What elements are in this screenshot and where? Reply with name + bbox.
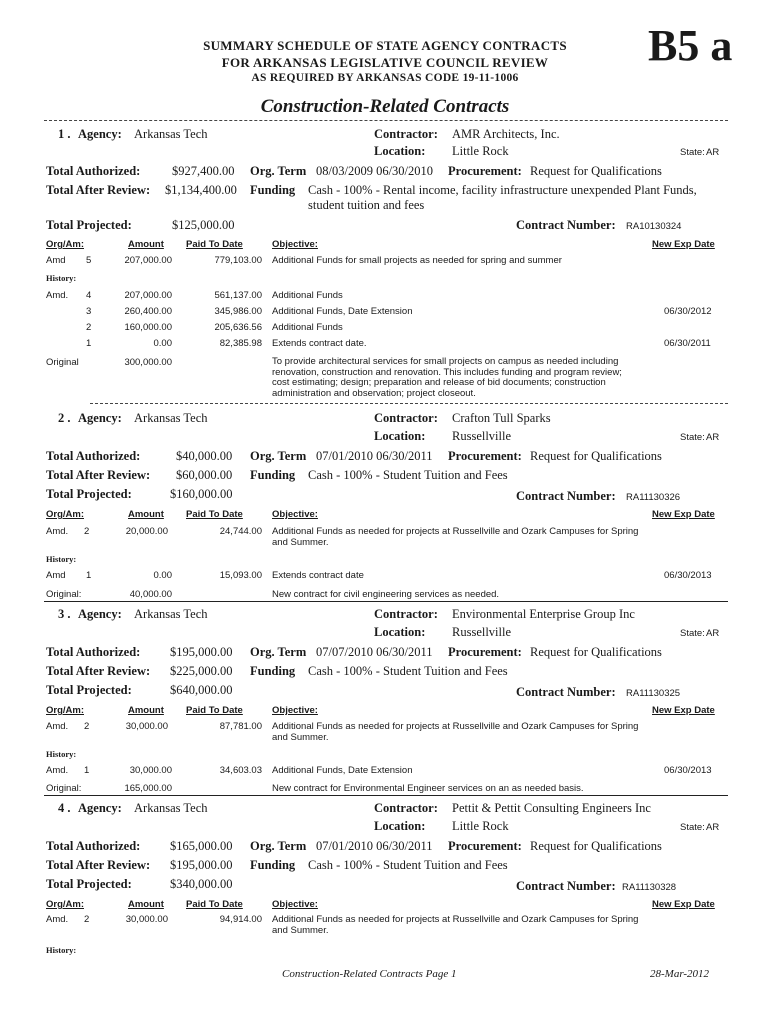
- state-label: State:: [680, 147, 705, 158]
- location-label: Location:: [374, 625, 426, 639]
- col-org-header: Org/Am:: [46, 239, 84, 250]
- total-projected-value: $640,000.00: [170, 683, 233, 697]
- contract-number-value: RA11130325: [626, 688, 681, 699]
- amd-objective: Additional Funds for small projects as needed for spring and summer: [272, 255, 562, 266]
- history-label: History:: [46, 945, 77, 955]
- history-paid: 205,636.56: [214, 322, 262, 333]
- contract-number-label: Contract Number:: [516, 685, 616, 699]
- amd-number: 5: [86, 255, 92, 266]
- history-number: 3: [86, 306, 92, 317]
- procurement-label: Procurement:: [448, 839, 522, 853]
- agency-value: Arkansas Tech: [134, 801, 208, 815]
- org-term-value: 08/03/2009 06/30/2010: [316, 164, 434, 178]
- history-exp-date: 06/30/2013: [664, 570, 712, 581]
- agency-label: Agency:: [78, 127, 122, 141]
- agency-label: Agency:: [78, 411, 122, 425]
- col-objective-header: Objective:: [272, 509, 318, 520]
- history-objective: Extends contract date: [272, 570, 364, 581]
- history-paid: 561,137.00: [214, 290, 262, 301]
- total-projected-label: Total Projected:: [46, 683, 132, 697]
- agency-value: Arkansas Tech: [134, 411, 208, 425]
- total-projected-value: $160,000.00: [170, 487, 233, 501]
- state-label: State:: [680, 432, 705, 443]
- total-projected-label: Total Projected:: [46, 487, 132, 501]
- total-authorized-value: $195,000.00: [170, 645, 233, 659]
- contract-number-index: 4 .: [58, 801, 71, 815]
- contract-number-value: RA11130326: [626, 492, 681, 503]
- total-authorized-value: $927,400.00: [172, 164, 235, 178]
- history-label: History:: [46, 554, 77, 564]
- funding-label: Funding: [250, 858, 296, 872]
- history-exp-date: 06/30/2012: [664, 306, 712, 317]
- history-exp-date: 06/30/2013: [664, 765, 712, 776]
- col-newexp-header: New Exp Date: [652, 509, 715, 520]
- procurement-value: Request for Qualifications: [530, 449, 662, 463]
- contractor-label: Contractor:: [374, 607, 438, 621]
- history-objective: Additional Funds, Date Extension: [272, 765, 413, 776]
- col-paid-header: Paid To Date: [186, 705, 243, 716]
- history-objective: Additional Funds: [272, 322, 343, 333]
- col-newexp-header: New Exp Date: [652, 239, 715, 250]
- col-newexp-header: New Exp Date: [652, 705, 715, 716]
- total-after-review-value: $60,000.00: [176, 468, 233, 482]
- contract-number-index: 3 .: [58, 607, 71, 621]
- history-amount: 0.00: [153, 570, 172, 581]
- total-projected-label: Total Projected:: [46, 877, 132, 891]
- amd-paid: 779,103.00: [214, 255, 262, 266]
- history-amount: 260,400.00: [124, 306, 172, 317]
- history-objective: Extends contract date.: [272, 338, 367, 349]
- amd-paid: 87,781.00: [219, 721, 262, 732]
- history-amount: 160,000.00: [124, 322, 172, 333]
- col-newexp-header: New Exp Date: [652, 899, 715, 910]
- funding-value: Cash - 100% - Student Tuition and Fees: [308, 858, 508, 872]
- total-after-review-label: Total After Review:: [46, 468, 151, 482]
- contractor-value: Pettit & Pettit Consulting Engineers Inc: [452, 801, 651, 815]
- contract-number-index: 2 .: [58, 411, 71, 425]
- total-after-review-value: $195,000.00: [170, 858, 233, 872]
- total-projected-value: $125,000.00: [172, 218, 235, 232]
- org-term-label: Org. Term: [250, 839, 307, 853]
- original-label: Original:: [46, 589, 82, 600]
- history-org: Amd.: [46, 765, 69, 776]
- funding-label: Funding: [250, 664, 296, 678]
- header-divider: [44, 120, 728, 121]
- location-label: Location:: [374, 819, 426, 833]
- original-objective: New contract for Environmental Engineer services on an as needed basis.: [272, 783, 584, 794]
- location-value: Russellville: [452, 625, 512, 639]
- amd-org: Amd.: [46, 914, 69, 925]
- contract-number-label: Contract Number:: [516, 879, 616, 893]
- total-authorized-label: Total Authorized:: [46, 645, 141, 659]
- history-number: 4: [86, 290, 92, 301]
- amd-paid: 94,914.00: [219, 914, 262, 925]
- state-label: State:: [680, 628, 705, 639]
- amd-org: Amd.: [46, 721, 69, 732]
- amd-number: 2: [84, 914, 90, 925]
- funding-value: Cash - 100% - Rental income, facility infrastructure unexpended Plant Funds, student tuition and fees: [308, 183, 697, 212]
- history-org: Amd.: [46, 290, 69, 301]
- total-authorized-value: $165,000.00: [170, 839, 233, 853]
- funding-label: Funding: [250, 468, 296, 482]
- amd-amount: 20,000.00: [125, 526, 168, 537]
- section-subtitle: Construction-Related Contracts: [260, 96, 510, 117]
- amd-objective: Additional Funds as needed for projects at Russellville and Ozark Campuses for Spring and Summer.: [272, 914, 639, 936]
- state-value: AR: [706, 432, 720, 443]
- location-value: Russellville: [452, 429, 512, 443]
- history-exp-date: 06/30/2011: [664, 338, 711, 349]
- amd-amount: 207,000.00: [124, 255, 172, 266]
- col-amount-header: Amount: [128, 899, 164, 910]
- location-label: Location:: [374, 429, 426, 443]
- funding-value: Cash - 100% - Student Tuition and Fees: [308, 468, 508, 482]
- total-authorized-value: $40,000.00: [176, 449, 233, 463]
- col-amount-header: Amount: [128, 239, 164, 250]
- total-projected-label: Total Projected:: [46, 218, 132, 232]
- original-objective: New contract for civil engineering services as needed.: [272, 589, 500, 600]
- history-amount: 207,000.00: [124, 290, 172, 301]
- contract-number-label: Contract Number:: [516, 218, 616, 232]
- agency-value: Arkansas Tech: [134, 127, 208, 141]
- history-number: 1: [86, 570, 92, 581]
- amd-org: Amd: [46, 255, 66, 266]
- contract-divider: [44, 795, 728, 796]
- contract-number-value: RA10130324: [626, 221, 682, 232]
- procurement-value: Request for Qualifications: [530, 839, 662, 853]
- procurement-label: Procurement:: [448, 645, 522, 659]
- contractor-label: Contractor:: [374, 127, 438, 141]
- amd-objective: Additional Funds as needed for projects at Russellville and Ozark Campuses for Spring and Summer.: [272, 721, 639, 743]
- col-org-header: Org/Am:: [46, 705, 84, 716]
- col-paid-header: Paid To Date: [186, 899, 243, 910]
- history-amount: 0.00: [153, 338, 172, 349]
- amd-number: 2: [84, 721, 90, 732]
- agency-label: Agency:: [78, 607, 122, 621]
- agency-value: Arkansas Tech: [134, 607, 208, 621]
- page-footer: Construction-Related Contracts Page 1: [282, 968, 457, 980]
- original-label: Original: [46, 357, 79, 368]
- col-org-header: Org/Am:: [46, 509, 84, 520]
- contract-divider: [44, 601, 728, 602]
- funding-value: Cash - 100% - Student Tuition and Fees: [308, 664, 508, 678]
- schedule-badge: B5 a: [648, 21, 733, 70]
- report-title-line-3: AS REQUIRED BY ARKANSAS CODE 19-11-1006: [251, 72, 519, 84]
- location-label: Location:: [374, 144, 426, 158]
- contract-number-value: RA11130328: [622, 882, 677, 893]
- amd-objective: Additional Funds as needed for projects at Russellville and Ozark Campuses for Spring and Summer.: [272, 526, 639, 548]
- procurement-label: Procurement:: [448, 449, 522, 463]
- contractor-label: Contractor:: [374, 411, 438, 425]
- report-date: 28-Mar-2012: [650, 968, 710, 980]
- history-objective: Additional Funds, Date Extension: [272, 306, 413, 317]
- contractor-value: Crafton Tull Sparks: [452, 411, 551, 425]
- col-objective-header: Objective:: [272, 705, 318, 716]
- location-value: Little Rock: [452, 144, 509, 158]
- state-label: State:: [680, 822, 705, 833]
- col-amount-header: Amount: [128, 509, 164, 520]
- history-label: History:: [46, 749, 77, 759]
- col-paid-header: Paid To Date: [186, 239, 243, 250]
- org-term-label: Org. Term: [250, 645, 307, 659]
- history-number: 1: [86, 338, 92, 349]
- history-paid: 345,986.00: [214, 306, 262, 317]
- amd-number: 2: [84, 526, 90, 537]
- total-after-review-label: Total After Review:: [46, 858, 151, 872]
- contractor-label: Contractor:: [374, 801, 438, 815]
- org-term-label: Org. Term: [250, 164, 307, 178]
- amd-amount: 30,000.00: [125, 721, 168, 732]
- procurement-value: Request for Qualifications: [530, 645, 662, 659]
- state-value: AR: [706, 628, 720, 639]
- original-label: Original:: [46, 783, 82, 794]
- location-value: Little Rock: [452, 819, 509, 833]
- history-paid: 82,385.98: [219, 338, 262, 349]
- agency-label: Agency:: [78, 801, 122, 815]
- amd-org: Amd.: [46, 526, 69, 537]
- org-term-value: 07/01/2010 06/30/2011: [316, 449, 433, 463]
- col-amount-header: Amount: [128, 705, 164, 716]
- history-label: History:: [46, 273, 77, 283]
- total-after-review-label: Total After Review:: [46, 664, 151, 678]
- history-paid: 15,093.00: [219, 570, 262, 581]
- original-objective: To provide architectural services for small projects on campus as needed including renovation, construction and renovation. This includes funding and program review; cost estimating; design; preparation and release of bid documents; construction administration and observation; project closeout.: [272, 356, 622, 399]
- contract-divider: [90, 403, 728, 404]
- history-objective: Additional Funds: [272, 290, 343, 301]
- original-amount: 165,000.00: [124, 783, 172, 794]
- state-value: AR: [706, 147, 720, 158]
- state-value: AR: [706, 822, 720, 833]
- col-objective-header: Objective:: [272, 239, 318, 250]
- original-amount: 40,000.00: [129, 589, 172, 600]
- history-paid: 34,603.03: [219, 765, 262, 776]
- history-number: 2: [86, 322, 92, 333]
- history-org: Amd: [46, 570, 66, 581]
- contract-number-label: Contract Number:: [516, 489, 616, 503]
- history-number: 1: [84, 765, 90, 776]
- report-title-line-2: FOR ARKANSAS LEGISLATIVE COUNCIL REVIEW: [221, 55, 549, 70]
- amd-paid: 24,744.00: [219, 526, 262, 537]
- contract-number-index: 1 .: [58, 127, 71, 141]
- total-after-review-label: Total After Review:: [46, 183, 151, 197]
- total-authorized-label: Total Authorized:: [46, 164, 141, 178]
- col-paid-header: Paid To Date: [186, 509, 243, 520]
- total-after-review-value: $225,000.00: [170, 664, 233, 678]
- report-title-line-1: SUMMARY SCHEDULE OF STATE AGENCY CONTRACTS: [203, 38, 567, 53]
- contractor-value: Environmental Enterprise Group Inc: [452, 607, 635, 621]
- total-authorized-label: Total Authorized:: [46, 839, 141, 853]
- col-objective-header: Objective:: [272, 899, 318, 910]
- contractor-value: AMR Architects, Inc.: [452, 127, 560, 141]
- funding-label: Funding: [250, 183, 296, 197]
- org-term-value: 07/07/2010 06/30/2011: [316, 645, 433, 659]
- col-org-header: Org/Am:: [46, 899, 84, 910]
- total-after-review-value: $1,134,400.00: [165, 183, 237, 197]
- total-projected-value: $340,000.00: [170, 877, 233, 891]
- org-term-label: Org. Term: [250, 449, 307, 463]
- history-amount: 30,000.00: [129, 765, 172, 776]
- procurement-value: Request for Qualifications: [530, 164, 662, 178]
- original-amount: 300,000.00: [124, 357, 172, 368]
- org-term-value: 07/01/2010 06/30/2011: [316, 839, 433, 853]
- procurement-label: Procurement:: [448, 164, 522, 178]
- amd-amount: 30,000.00: [125, 914, 168, 925]
- total-authorized-label: Total Authorized:: [46, 449, 141, 463]
